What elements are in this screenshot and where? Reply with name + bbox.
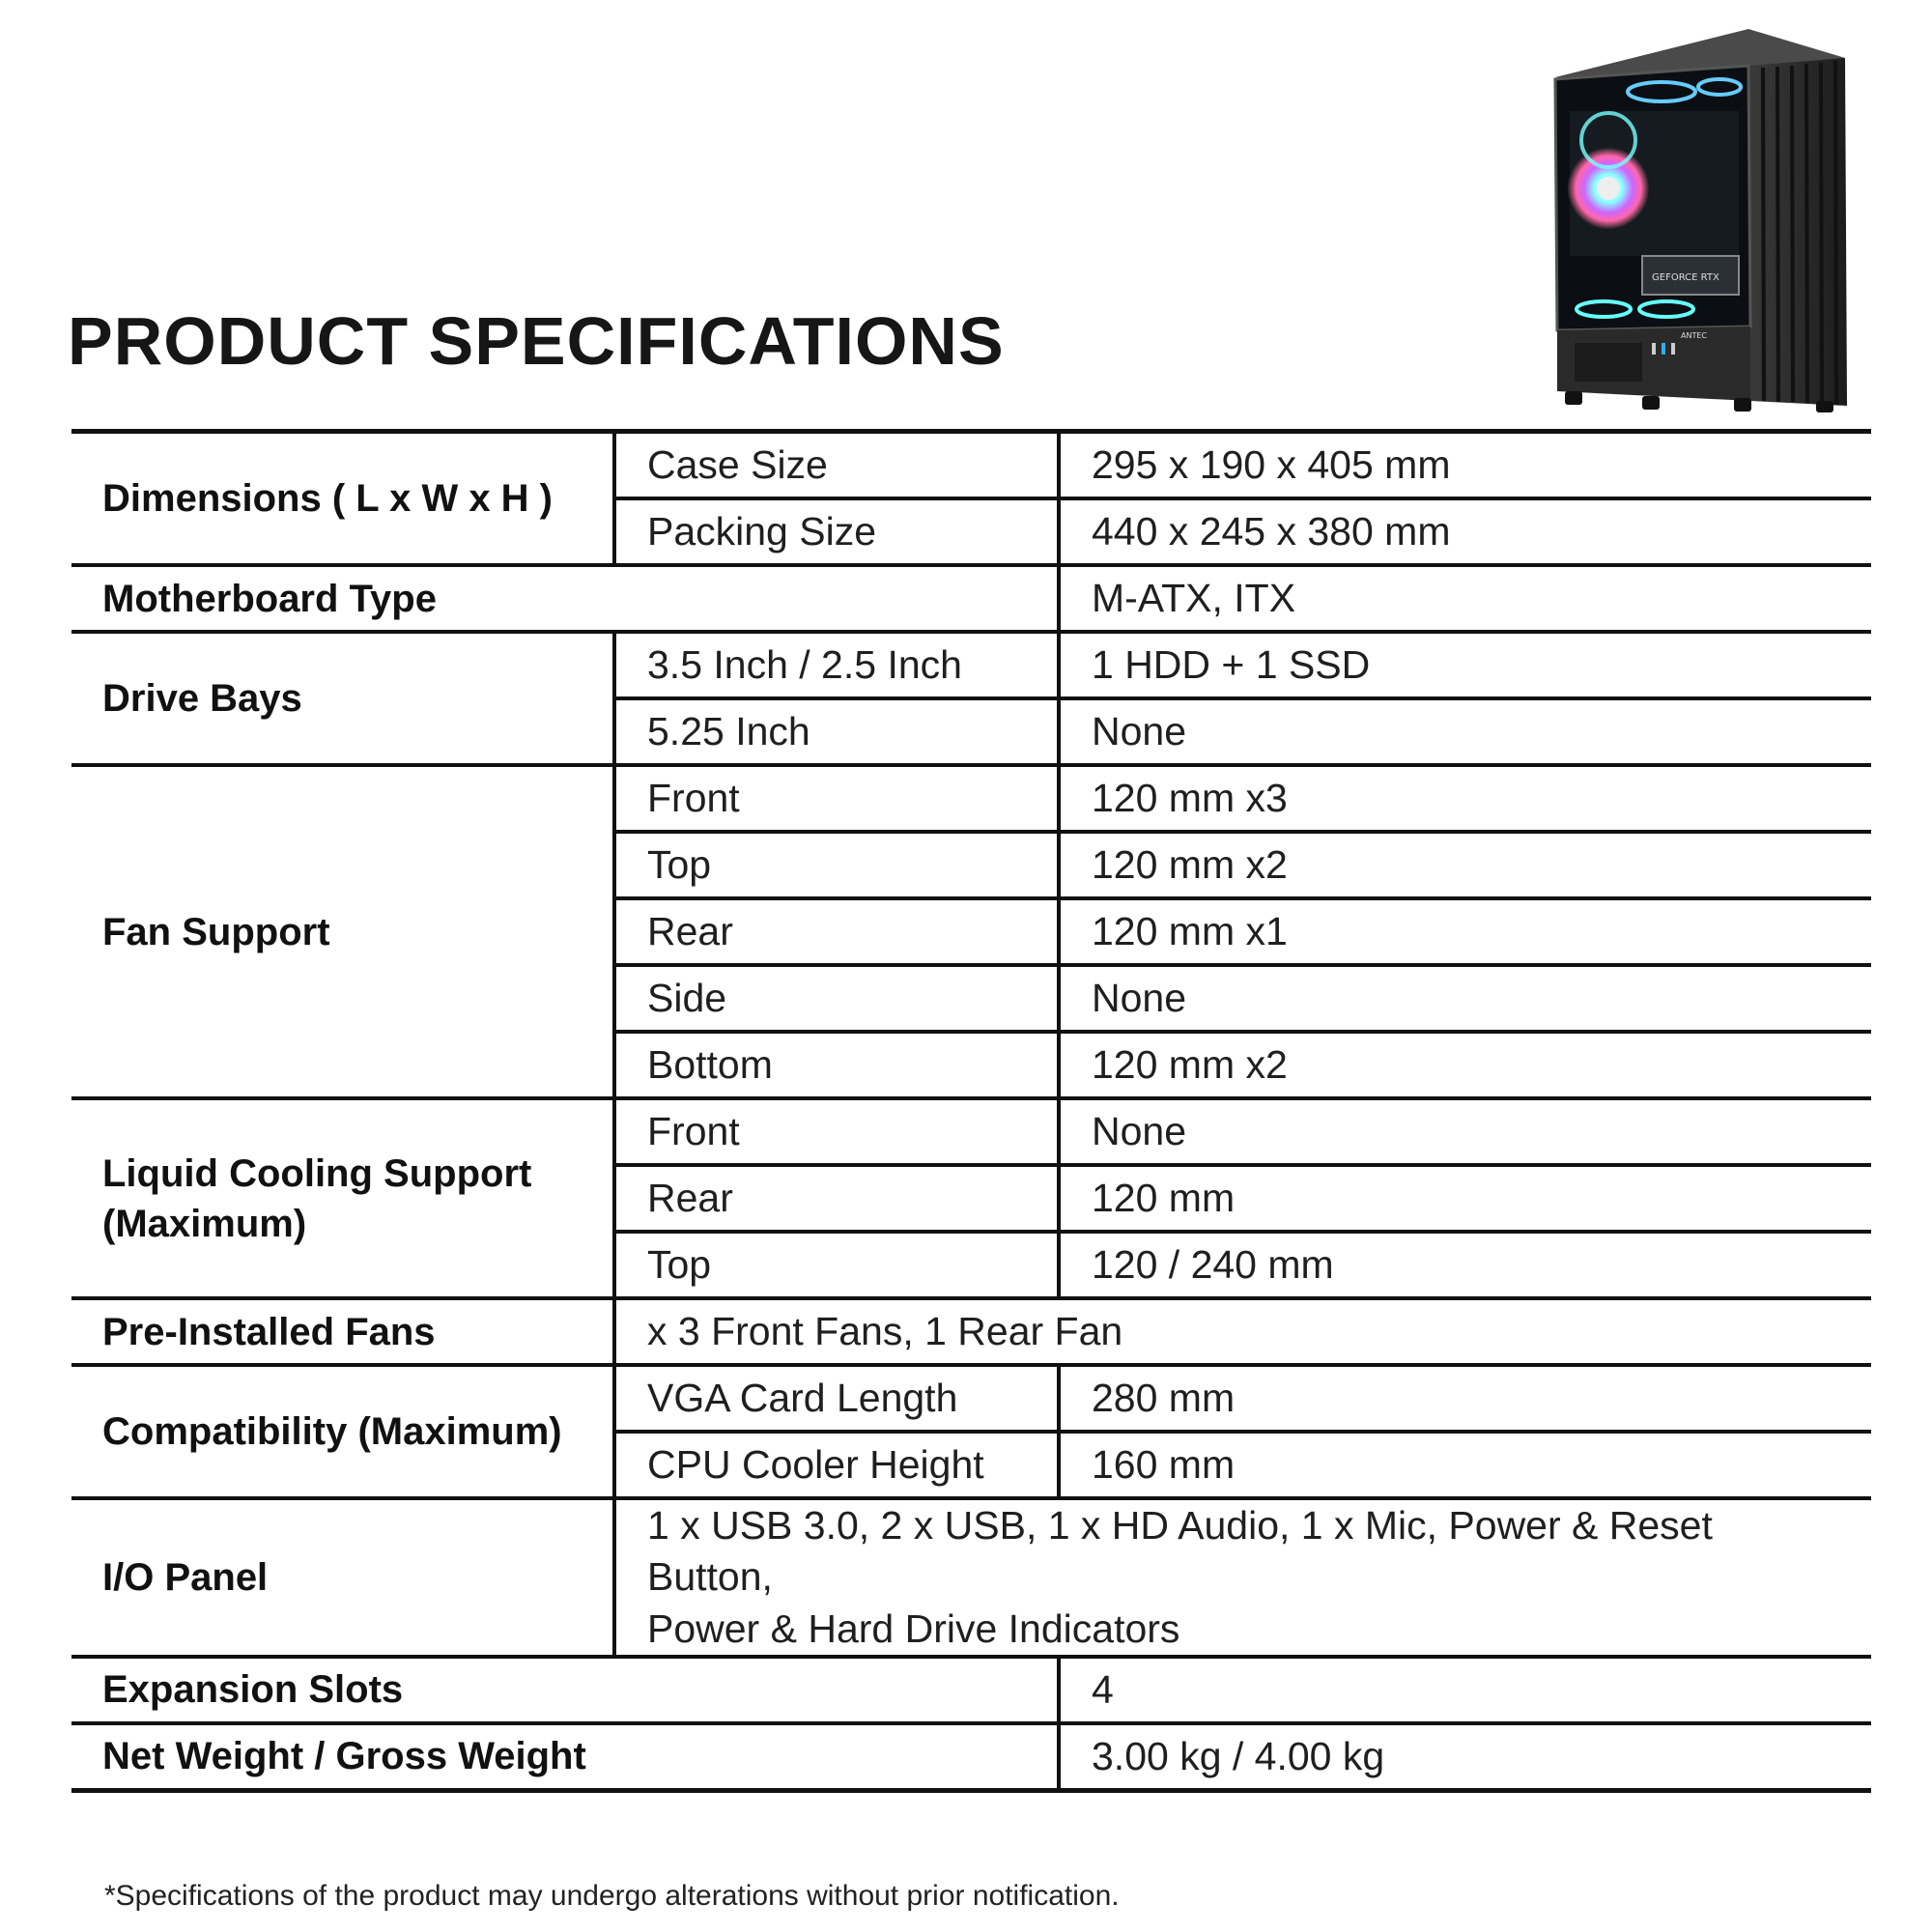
table-row xyxy=(71,565,1871,632)
row-label-compatibility: Compatibility (Maximum) xyxy=(71,1365,614,1498)
sub-label-fan-top: Top xyxy=(614,832,1059,898)
value-cpu-cooler: 160 mm xyxy=(1059,1432,1871,1498)
row-label-motherboard: Motherboard Type xyxy=(71,565,1059,632)
table-row xyxy=(71,1298,1871,1365)
table-row xyxy=(71,1098,1871,1165)
page-title: PRODUCT SPECIFICATIONS xyxy=(68,303,1005,379)
table-row xyxy=(71,1498,1871,1657)
svg-text:ANTEC: ANTEC xyxy=(1681,331,1707,340)
row-label-preinstalled-fans: Pre-Installed Fans xyxy=(71,1298,614,1365)
sub-label-fan-bottom: Bottom xyxy=(614,1032,1059,1098)
table-row xyxy=(71,1657,1871,1723)
value-lc-front: None xyxy=(1059,1098,1871,1165)
value-fan-top: 120 mm x2 xyxy=(1059,832,1871,898)
io-panel-line1: 1 x USB 3.0, 2 x USB, 1 x HD Audio, 1 x Mic, Power & Reset Button, xyxy=(647,1503,1713,1600)
value-fan-bottom: 120 mm x2 xyxy=(1059,1032,1871,1098)
sub-label-lc-rear: Rear xyxy=(614,1165,1059,1232)
value-lc-rear: 120 mm xyxy=(1059,1165,1871,1232)
spec-table xyxy=(71,429,1871,1793)
value-weight: 3.00 kg / 4.00 kg xyxy=(1059,1723,1871,1791)
table-row xyxy=(71,432,1871,499)
value-fan-side: None xyxy=(1059,965,1871,1032)
table-row xyxy=(71,1723,1871,1791)
value-bay-35-25: 1 HDD + 1 SSD xyxy=(1059,632,1871,698)
footnote: *Specifications of the product may undergo alterations without prior notification. xyxy=(104,1880,1120,1912)
sub-label-bay-35-25: 3.5 Inch / 2.5 Inch xyxy=(614,632,1059,698)
value-motherboard: M-ATX, ITX xyxy=(1059,565,1871,632)
value-io-panel xyxy=(614,1498,1871,1657)
row-label-weight: Net Weight / Gross Weight xyxy=(71,1723,1059,1791)
value-fan-rear: 120 mm x1 xyxy=(1059,898,1871,965)
io-panel-line2: Power & Hard Drive Indicators xyxy=(647,1605,1180,1651)
row-label-drive-bays: Drive Bays xyxy=(71,632,614,765)
sub-label-fan-side: Side xyxy=(614,965,1059,1032)
sub-label-vga-length: VGA Card Length xyxy=(614,1365,1059,1432)
sub-label-fan-front: Front xyxy=(614,765,1059,832)
row-label-fan-support: Fan Support xyxy=(71,765,614,1098)
liquid-cooling-label-line1: Liquid Cooling Support xyxy=(102,1151,532,1195)
sub-label-lc-top: Top xyxy=(614,1232,1059,1298)
row-label-liquid-cooling xyxy=(71,1098,614,1298)
value-packing-size: 440 x 245 x 380 mm xyxy=(1059,498,1871,565)
table-row xyxy=(71,765,1871,832)
sub-label-bay-525: 5.25 Inch xyxy=(614,698,1059,765)
row-label-dimensions: Dimensions ( L x W x H ) xyxy=(71,432,614,566)
table-row xyxy=(71,1365,1871,1432)
value-preinstalled-fans: x 3 Front Fans, 1 Rear Fan xyxy=(614,1298,1871,1365)
row-label-io-panel: I/O Panel xyxy=(71,1498,614,1657)
liquid-cooling-label-line2: (Maximum) xyxy=(102,1202,307,1245)
svg-text:GEFORCE RTX: GEFORCE RTX xyxy=(1652,272,1719,283)
sub-label-cpu-cooler: CPU Cooler Height xyxy=(614,1432,1059,1498)
pc-case-image xyxy=(1536,19,1864,415)
value-fan-front: 120 mm x3 xyxy=(1059,765,1871,832)
table-row xyxy=(71,632,1871,698)
value-expansion-slots: 4 xyxy=(1059,1657,1871,1723)
sub-label-lc-front: Front xyxy=(614,1098,1059,1165)
row-label-expansion-slots: Expansion Slots xyxy=(71,1657,1059,1723)
sub-label-case-size: Case Size xyxy=(614,432,1059,499)
value-bay-525: None xyxy=(1059,698,1871,765)
sub-label-fan-rear: Rear xyxy=(614,898,1059,965)
value-case-size: 295 x 190 x 405 mm xyxy=(1059,432,1871,499)
value-lc-top: 120 / 240 mm xyxy=(1059,1232,1871,1298)
sub-label-packing-size: Packing Size xyxy=(614,498,1059,565)
value-vga-length: 280 mm xyxy=(1059,1365,1871,1432)
